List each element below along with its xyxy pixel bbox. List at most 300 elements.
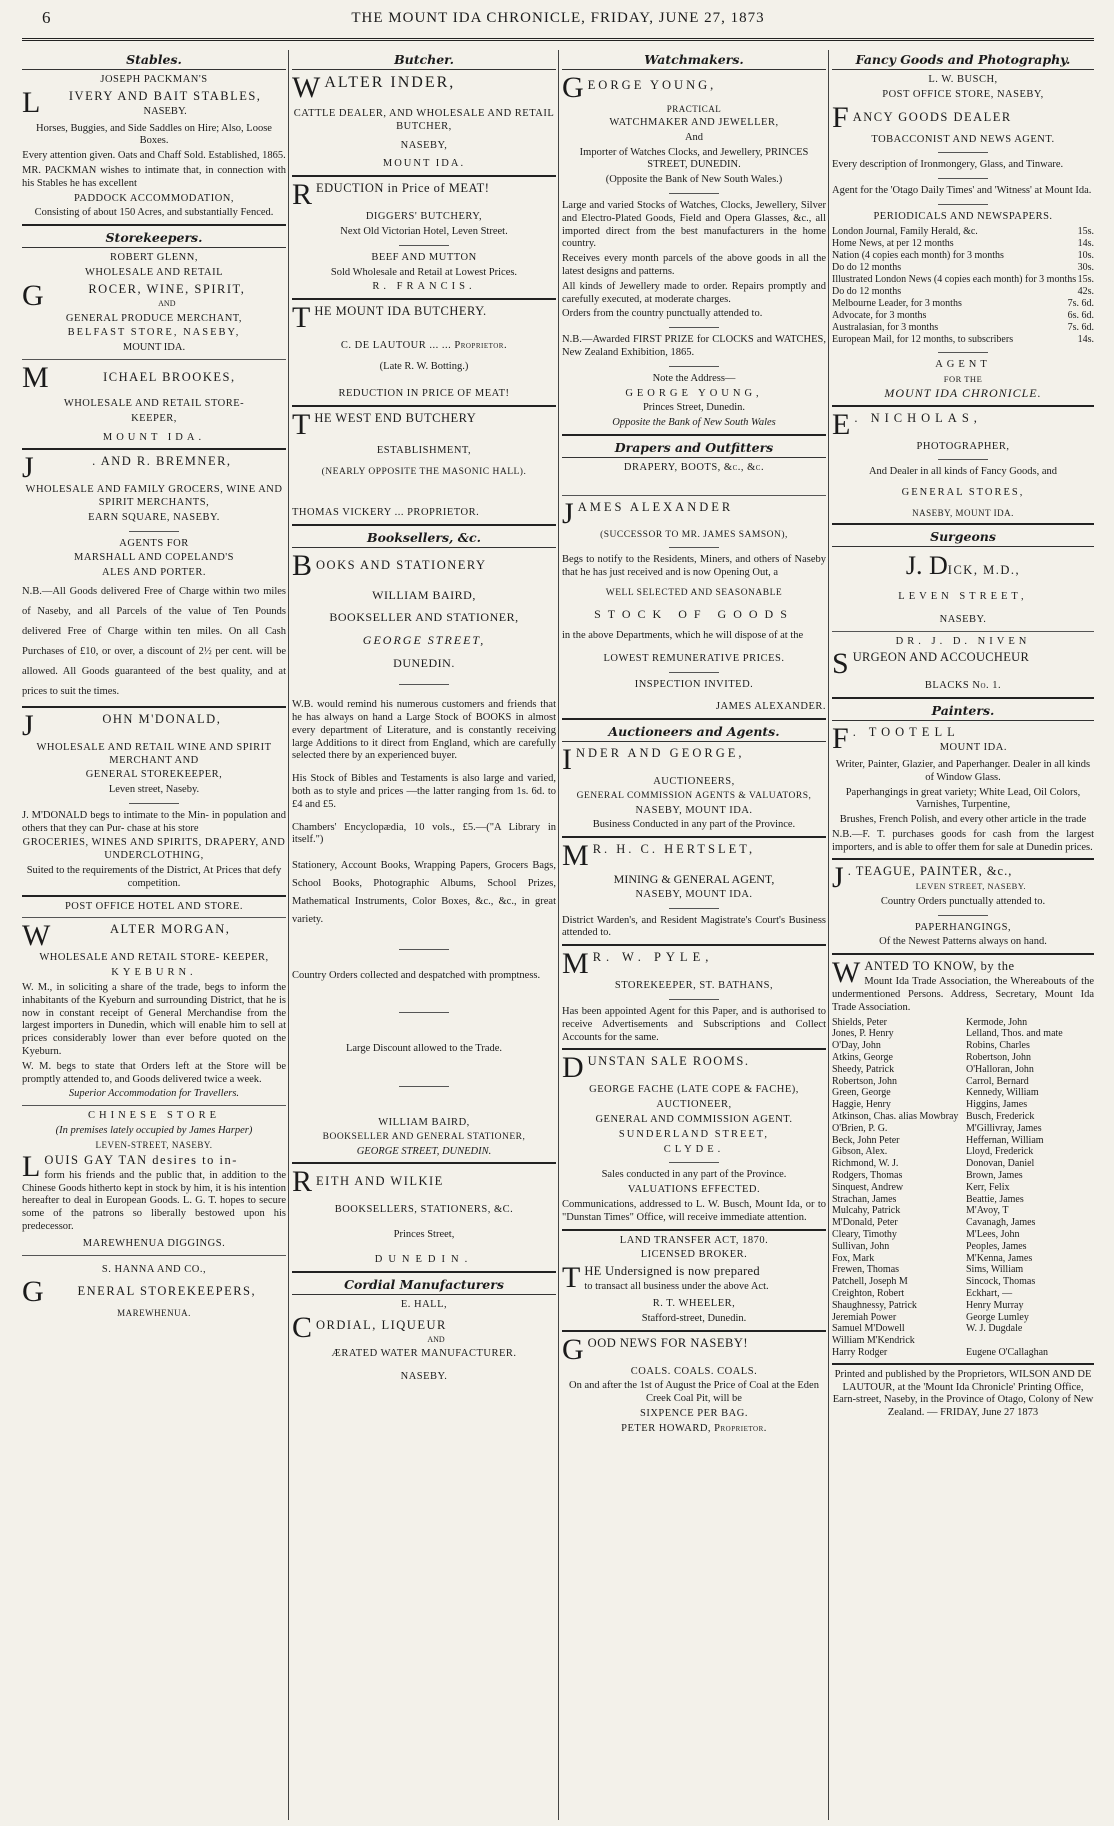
ad-line: GENERAL AND COMMISSION AGENT. [595, 1114, 793, 1126]
ad-text: Mount Ida Trade Association, the Whereabouts of the undermentioned Persons. Address, Secretary, Mount Ida Trade Association. [832, 976, 1094, 1013]
rule [669, 672, 719, 673]
ad-line: R. FRANCIS. [372, 281, 476, 293]
section-heading: Butcher. [292, 52, 556, 70]
ad-text: Country Orders collected and despatched with promptness. [292, 969, 541, 981]
ad-title: ENERAL STOREKEEPERS, [77, 1284, 257, 1299]
periodical-title: Australasian, for 3 months [832, 321, 939, 333]
ad-text: Horses, Buggies, and Side Saddles on Hire; Also, Loose Boxes. [36, 122, 272, 147]
periodical-row [832, 298, 1094, 310]
person-name: Carrol, Bernard [966, 1075, 1029, 1087]
ad-title: OOKS AND STATIONERY [316, 557, 487, 572]
drop-cap: C [292, 1310, 313, 1344]
ad-line: PADDOCK ACCOMMODATION, [74, 192, 234, 204]
person-name: Gibson, Alex. [832, 1146, 888, 1158]
ad-text: in the above Departments, which he will dispose of at the [562, 630, 804, 642]
ad-line: NASEBY, [400, 139, 448, 151]
ad-line: MAREWHENUA DIGGINGS. [82, 1237, 226, 1249]
periodical-row [832, 238, 1094, 250]
ad-line: LAND TRANSFER ACT, 1870. [619, 1234, 769, 1246]
periodical-price: 6s. 6d. [1067, 309, 1094, 321]
rule [832, 523, 1094, 525]
ad-line: S. HANNA AND CO., [101, 1263, 207, 1275]
ad-line: NASEBY. [400, 1371, 448, 1383]
drop-cap: M [22, 360, 49, 394]
ad-line: POST OFFICE HOTEL AND STORE. [64, 900, 244, 912]
periodical-title: Home News, at per 12 months [832, 237, 954, 249]
drop-cap: W [292, 71, 321, 104]
ad-line: ÆRATED WATER MANUFACTURER. [331, 1348, 517, 1360]
person-name: O'Brien, P. G. [832, 1122, 888, 1134]
person-name: Eugene O'Callaghan [966, 1346, 1049, 1358]
periodical-price: 42s. [1077, 285, 1094, 297]
ad-line: WHOLESALE AND RETAIL STORE- [63, 397, 245, 409]
ad-line: AND [427, 1334, 445, 1344]
person-name: William M'Kendrick [832, 1335, 915, 1347]
ad-good-news [562, 1332, 826, 1436]
ad-line: Sold Wholesale and Retail at Lowest Prices. [330, 266, 518, 278]
ad-line: ALES AND PORTER. [102, 567, 206, 579]
person-name: Higgins, James [966, 1099, 1028, 1111]
periodical-price: 10s. [1077, 249, 1094, 261]
ad-line: GENERAL COMMISSION AGENTS & VALUATORS, [576, 791, 812, 802]
rule [22, 359, 286, 360]
periodical-row [832, 322, 1094, 334]
ad-dick [832, 529, 1094, 627]
rule [832, 1363, 1094, 1365]
ad-title: R. W. PYLE, [592, 950, 714, 965]
ad-francis [292, 178, 556, 294]
ad-title: AMES ALEXANDER [577, 499, 734, 514]
ad-line: WHOLESALE AND RETAIL [84, 266, 224, 278]
ad-text: W. M. begs to state that Orders left at the Store will be promptly attended to, and Goods delivered twice a week. [22, 1060, 286, 1085]
rule [22, 895, 286, 897]
drop-cap: R [292, 1165, 313, 1199]
person-name: W. J. Dugdale [966, 1323, 1023, 1335]
person-name: M'Lees, John [966, 1228, 1020, 1240]
ad-line: DRAPERY, BOOTS, &c., &c. [623, 461, 765, 473]
ad-line: WELL SELECTED AND SEASONABLE [605, 587, 783, 598]
ad-line: REDUCTION IN PRICE OF MEAT! [338, 387, 510, 399]
rule [292, 1162, 556, 1164]
ad-line: DUNEDIN. [374, 1253, 474, 1265]
drop-cap: F [832, 722, 849, 756]
ad-line: THOMAS VICKERY ... PROPRIETOR. [292, 506, 480, 518]
person-name: Sinquest, Andrew [832, 1181, 904, 1193]
ad-brookes [22, 360, 286, 444]
rule [22, 448, 286, 450]
person-name: Jeremiah Power [832, 1311, 897, 1323]
ad-line: VALUATIONS EFFECTED. [627, 1184, 761, 1196]
ad-line: CATTLE DEALER, AND WHOLESALE AND RETAIL BUTCHER, [293, 108, 555, 132]
ad-line: MOUNT IDA. [939, 742, 1007, 754]
person-name: Peoples, James [966, 1240, 1027, 1252]
ad-line: BEEF AND MUTTON [371, 251, 477, 263]
ad-line: PRACTICAL [666, 104, 722, 114]
rule [292, 405, 556, 407]
ad-title: EDUCTION in Price of MEAT! [316, 181, 490, 196]
periodical-row [832, 334, 1094, 346]
ad-text: Communications, addressed to L. W. Busch, Mount Ida, or to "Dunstan Times" Office, will receive immediate attention. [562, 1199, 826, 1223]
ad-line: AND [158, 298, 176, 308]
ad-line: CLYDE. [663, 1143, 725, 1155]
rule [938, 352, 988, 353]
ad-line: WHOLESALE AND RETAIL WINE AND SPIRIT MERCHANT AND [36, 741, 272, 766]
ad-line: GROCERIES, WINES AND SPIRITS, DRAPERY, AND UNDERCLOTHING, [22, 837, 286, 862]
rule [292, 298, 556, 300]
periodical-row [832, 286, 1094, 298]
ad-title: R. H. C. HERTSLET, [592, 842, 756, 857]
ad-bremner [22, 451, 286, 701]
ad-line: JAMES ALEXANDER. [715, 701, 826, 713]
person-name: Robins, Charles [966, 1040, 1030, 1052]
drop-cap: W [832, 956, 861, 990]
drop-cap: M [562, 947, 589, 981]
ad-line: Note the Address— [652, 372, 736, 384]
drop-cap: J [832, 861, 844, 895]
ad-line: MOUNT IDA. [382, 158, 466, 170]
section-heading: Drapers and Outfitters [562, 440, 826, 458]
ad-busch [832, 52, 1094, 401]
ad-baird [292, 530, 556, 1159]
ad-title: . TOOTELL [852, 725, 960, 740]
ad-title: CHINESE STORE [87, 1110, 221, 1122]
person-name: Green, George [832, 1087, 891, 1099]
ad-title: EITH AND WILKIE [316, 1174, 444, 1189]
rule [562, 495, 826, 496]
ad-line: AUCTIONEERS, [653, 776, 735, 788]
ad-text: Large Discount allowed to the Trade. [345, 1043, 503, 1055]
rule [938, 178, 988, 179]
rule [129, 531, 179, 532]
masthead [22, 6, 1094, 36]
ad-text: All kinds of Jewellery made to order. Repairs promptly and carefully executed, at moderate charges. [562, 280, 826, 305]
ad-inder [292, 52, 556, 171]
ad-dunstan [562, 1051, 826, 1224]
drop-cap: G [22, 278, 44, 312]
ad-line: BLACKS No. 1. [924, 680, 1002, 692]
ad-line: (Opposite the Bank of New South Wales.) [605, 174, 783, 186]
rule [562, 1330, 826, 1332]
ad-line: Princes Street, [393, 1229, 455, 1241]
person-name: Beattie, James [966, 1193, 1024, 1205]
rule [938, 459, 988, 460]
ad-line: FOR THE [943, 373, 983, 384]
person-name: Shaughnessy, Patrick [832, 1299, 917, 1311]
periodicals-list [832, 226, 1094, 346]
ad-west-end-butchery [292, 407, 556, 520]
person-name: Henry Murray [966, 1299, 1024, 1311]
ad-title: OHN M'DONALD, [102, 711, 222, 726]
ad-line: PAPERHANGINGS, [914, 921, 1012, 933]
column-divider [558, 50, 559, 1820]
ad-line: WILLIAM BAIRD, [378, 1117, 470, 1129]
ad-line: MOUNT IDA CHRONICLE. [884, 385, 1042, 400]
ad-text: Orders from the country punctually attended to. [562, 308, 763, 320]
ad-hanna [22, 1264, 286, 1320]
ad-line: LOWEST REMUNERATIVE PRICES. [603, 652, 785, 664]
periodical-title: London Journal, Family Herald, &c. [832, 225, 978, 237]
person-name: Sullivan, John [832, 1240, 890, 1252]
ad-text: Brushes, French Polish, and every other article in the trade [839, 814, 1087, 826]
person-name: Atkinson, Chas. alias Mowbray [832, 1111, 959, 1122]
ad-line: (In premises lately occupied by James Harper) [55, 1125, 253, 1137]
person-name: Lelland, Thos. and mate [966, 1028, 1063, 1040]
ad-line: GEORGE YOUNG, [625, 387, 763, 399]
ad-reith-wilkie [292, 1165, 556, 1266]
section-heading: Fancy Goods and Photography. [832, 52, 1094, 70]
ad-hall [292, 1277, 556, 1384]
periodical-row [832, 226, 1094, 238]
ad-text: Begs to notify to the Residents, Miners, and others of Naseby that he has just received and is now Opening Out, a [562, 554, 826, 579]
ad-line: BELFAST STORE, NASEBY, [67, 327, 241, 339]
person-name: Kermode, John [966, 1016, 1028, 1028]
drop-cap: S [832, 647, 849, 681]
person-name: Shields, Peter [832, 1016, 887, 1028]
ad-line: NASEBY. [143, 105, 187, 117]
ad-text: Every attention given. Oats and Chaff Sold. Established, 1865. [22, 150, 286, 162]
ad-text: MR. PACKMAN wishes to intimate that, in connection with his Stables he has excellent [22, 164, 286, 189]
person-name: M'Donald, Peter [832, 1217, 898, 1229]
ad-line: POST OFFICE STORE, NASEBY, [882, 88, 1044, 100]
periodical-row [832, 310, 1094, 322]
drop-cap: J [22, 451, 34, 485]
ad-line: PHOTOGRAPHER, [916, 440, 1010, 452]
rule [399, 1012, 449, 1013]
drop-cap: J [22, 708, 34, 742]
person-name: Busch, Frederick [966, 1111, 1035, 1122]
drop-cap: L [22, 1149, 41, 1183]
ad-nicholas [832, 407, 1094, 519]
person-name: Kennedy, William [966, 1087, 1039, 1099]
page-number: 6 [42, 8, 51, 27]
drop-cap: T [292, 301, 311, 335]
person-name: O'Halloran, John [966, 1063, 1034, 1075]
rule [938, 915, 988, 916]
periodical-price: 14s. [1077, 333, 1094, 345]
ad-line: Next Old Victorian Hotel, Leven Street. [340, 225, 508, 237]
person-name: O'Day, John [832, 1040, 881, 1052]
masthead-title: THE MOUNT IDA CHRONICLE, FRIDAY, JUNE 27, 1873 [351, 10, 765, 26]
rule [22, 917, 286, 918]
ad-line: BOOKSELLER AND GENERAL STATIONER, [322, 1131, 526, 1142]
ad-title: IVERY AND BAIT STABLES, [68, 88, 262, 103]
person-name: Fox, Mark [832, 1252, 875, 1264]
person-name: Haggie, Henry [832, 1099, 891, 1111]
periodical-title: European Mail, for 12 months, to subscribers [832, 333, 1014, 345]
ad-land-transfer [562, 1235, 826, 1326]
rule [832, 697, 1094, 699]
ad-line: GEORGE FACHE (LATE COPE & FACHE), [589, 1084, 799, 1096]
ad-line: DUNEDIN. [393, 655, 455, 670]
ad-text: N.B.—All Goods delivered Free of Charge within two miles of Naseby, and all Parcels of the value of Ten Pounds delivered Free of Charge within ten miles. On all Cash Purchases of £10, or over, a discount of 2½ per cent. will be allowed. All Goods guaranteed of the best quality, and at prices to suit the times. [22, 586, 286, 697]
names-left [832, 1017, 960, 1359]
ad-line: JOSEPH PACKMAN'S [100, 74, 208, 85]
ad-line: BOOKSELLERS, STATIONERS, &C. [334, 1204, 514, 1216]
ad-line: Stafford-street, Dunedin. [641, 1312, 747, 1324]
drop-cap: G [562, 71, 584, 104]
person-name: Robertson, John [966, 1052, 1031, 1064]
section-heading: Cordial Manufacturers [292, 1277, 556, 1295]
rule [22, 1255, 286, 1256]
ad-line: (Late R. W. Botting.) [379, 360, 469, 372]
ad-line: L. W. BUSCH, [928, 74, 998, 85]
rule [562, 1048, 826, 1050]
person-name: Creighton, Robert [832, 1287, 905, 1299]
rule [292, 175, 556, 177]
ad-text: Large and varied Stocks of Watches, Clocks, Jewellery, Silver and Electro-Plated Goods, Field and Opera Glasses, &c., all imported direct from the best manufacturers in the home country. [562, 199, 826, 250]
ad-line: TOBACCONIST AND NEWS AGENT. [871, 133, 1055, 145]
ad-niven [832, 636, 1094, 694]
ad-packman [22, 52, 286, 220]
ad-line: DR. J. D. NIVEN [895, 635, 1031, 647]
drop-cap: L [22, 85, 41, 119]
rule [669, 547, 719, 548]
ad-title: . NICHOLAS, [854, 410, 982, 425]
ad-teague [832, 861, 1094, 949]
rule [669, 366, 719, 367]
ad-line: GENERAL STOREKEEPER, [85, 769, 223, 781]
ad-line: MOUNT IDA. [122, 342, 186, 354]
ad-title: . AND R. BREMNER, [92, 454, 232, 469]
rule [832, 953, 1094, 955]
drop-cap: D [562, 1051, 584, 1085]
ad-title: UNSTAN SALE ROOMS. [587, 1054, 750, 1069]
ad-text: Every description of Ironmongery, Glass, and Tinware. [832, 159, 1064, 171]
ad-title: ALTER INDER, [324, 74, 456, 91]
section-heading: Surgeons [832, 529, 1094, 547]
periodical-row [832, 262, 1094, 274]
rule [562, 434, 826, 436]
drop-cap: I [562, 743, 572, 777]
drop-cap: T [562, 1261, 581, 1295]
rule [399, 1086, 449, 1087]
ad-glenn [22, 230, 286, 355]
drop-cap: J [562, 496, 574, 530]
periodical-price: 30s. [1077, 261, 1094, 273]
names-right [966, 1017, 1094, 1359]
periodical-price: 15s. [1077, 225, 1094, 237]
ad-text: W. M., in soliciting a share of the trade, begs to inform the inhabitants of the Kyeburn and surrounding District, that he is now in constant receipt of General Merchandise from the largest importers in Dunedin, which will enable him to sell at prices considerably lower than ever before quoted on the Kyeburn. [22, 982, 286, 1058]
ad-line: MINING & GENERAL AGENT, [613, 872, 775, 887]
periodical-title: Melbourne Leader, for 3 months [832, 297, 962, 309]
ad-text: Receives every month parcels of the above goods in all the latest designs and patterns. [562, 253, 826, 277]
ad-line: MAREWHENUA. [117, 1308, 191, 1319]
ad-hertslet [562, 839, 826, 940]
ad-text: Paperhangings in great variety; White Lead, Oil Colors, Varnishes, Turpentine, [845, 786, 1081, 811]
person-name: Samuel M'Dowell [832, 1323, 905, 1335]
imprint: Printed and published by the Proprietors, WILSON AND DE LAUTOUR, at the 'Mount Ida Chronicle' Printing Office, Earn-street, Naseby, in the Province of Otago, Colony of New Zealand. — FRIDAY, June 27 1873 [832, 1368, 1094, 1419]
person-name: Strachan, James [832, 1193, 897, 1205]
ad-line: Importer of Watches Clocks, and Jewellery, PRINCES STREET, DUNEDIN. [579, 146, 809, 171]
drop-cap: F [832, 100, 849, 134]
ad-line: Opposite the Bank of New South Wales [612, 417, 776, 429]
ad-title: ICHAEL BROOKES, [103, 369, 236, 384]
ad-line: E. HALL, [400, 1298, 448, 1310]
person-name: Cleary, Timothy [832, 1228, 897, 1240]
ad-line: (NEARLY OPPOSITE THE MASONIC HALL). [321, 467, 527, 478]
person-name: Sheedy, Patrick [832, 1063, 895, 1075]
ad-line: DIGGERS' BUTCHERY, [365, 211, 483, 223]
person-name: Jones, P. Henry [832, 1028, 894, 1040]
ad-line: R. T. WHEELER, [652, 1298, 736, 1309]
rule [22, 1105, 286, 1106]
rule [399, 684, 449, 685]
ad-line: (SUCCESSOR TO MR. JAMES SAMSON), [600, 529, 788, 540]
rule [292, 1271, 556, 1273]
column-4 [832, 50, 1094, 1820]
drop-cap: J. D [905, 550, 948, 580]
ad-line: PERIODICALS AND NEWSPAPERS. [873, 210, 1053, 222]
ad-line: EARN SQUARE, NASEBY. [88, 511, 220, 523]
ad-wanted [832, 956, 1094, 1359]
drop-cap: W [22, 919, 51, 953]
periodical-row [832, 274, 1094, 286]
person-name: M'Avoy, T [966, 1205, 1009, 1217]
person-name [966, 1335, 1094, 1347]
ad-title: ROCER, WINE, SPIRIT, [88, 281, 246, 296]
periodical-title: Illustrated London News (4 copies each month) for 3 months [832, 273, 1077, 285]
person-name: Eckhart, — [966, 1287, 1013, 1299]
ad-line: WILLIAM BAIRD, [372, 587, 476, 602]
section-heading: Storekeepers. [22, 230, 286, 248]
section-heading: Booksellers, &c. [292, 530, 556, 548]
person-name: M'Kenna, James [966, 1252, 1033, 1264]
ad-alexander [562, 440, 826, 714]
person-name: Lloyd, Frederick [966, 1146, 1034, 1158]
ad-line: Of the Newest Patterns always on hand. [879, 936, 1047, 948]
rule [562, 944, 826, 946]
person-name: Richmond, W. J. [832, 1158, 899, 1170]
ad-mount-ida-butchery [292, 301, 556, 400]
ad-line: STOREKEEPER, ST. BATHANS, [614, 980, 774, 992]
ad-text: Agent for the 'Otago Daily Times' and 'Witness' at Mount Ida. [832, 185, 1092, 197]
ad-line: GENERAL STORES, [901, 487, 1025, 499]
ad-line: ROBERT GLENN, [110, 252, 198, 264]
person-name: Robertson, John [832, 1075, 897, 1087]
periodical-row [832, 250, 1094, 262]
ad-mcdonald [22, 708, 286, 891]
ad-text: And Dealer in all kinds of Fancy Goods, and [868, 466, 1058, 478]
rule [22, 224, 286, 226]
ad-line: AUCTIONEER, [656, 1099, 732, 1111]
ad-line: KEEPER, [131, 412, 177, 424]
ad-line: SUNDERLAND STREET, [618, 1128, 770, 1140]
ad-line: COALS. COALS. COALS. [630, 1365, 758, 1377]
person-name: Harry Rodger [832, 1346, 888, 1358]
drop-cap: E [832, 407, 851, 441]
ad-title: URGEON AND ACCOUCHEUR [852, 650, 1030, 665]
ad-young [562, 52, 826, 430]
ad-text: Suited to the requirements of the District, At Prices that defy competition. [26, 865, 282, 889]
periodical-price: 15s. [1077, 273, 1094, 285]
ad-title: HE Undersigned is now prepared [584, 1264, 760, 1279]
ad-text: Business Conducted in any part of the Province. [592, 819, 796, 831]
ad-line: BOOKSELLER AND STATIONER, [329, 610, 519, 625]
periodical-price: 7s. 6d. [1067, 321, 1094, 333]
ad-text: J. M'DONALD begs to intimate to the Min- in population and others that they can Pur- chase at his store [22, 809, 286, 834]
ad-line: NASEBY, MOUNT IDA. [635, 804, 753, 816]
ad-line: STOCK OF GOODS [594, 607, 794, 622]
periodical-title: Nation (4 copies each month) for 3 months [832, 249, 1004, 261]
ad-line: Leven street, Naseby. [108, 784, 200, 796]
ad-line: NASEBY, MOUNT IDA. [635, 888, 753, 900]
ad-line: WHOLESALE AND RETAIL STORE- KEEPER, [39, 952, 269, 964]
ad-line: LEVEN STREET, [898, 590, 1028, 602]
rule [292, 524, 556, 526]
ad-line: LICENSED BROKER. [640, 1249, 748, 1261]
periodical-title: Do do 12 months [832, 285, 902, 297]
rule [832, 858, 1094, 860]
